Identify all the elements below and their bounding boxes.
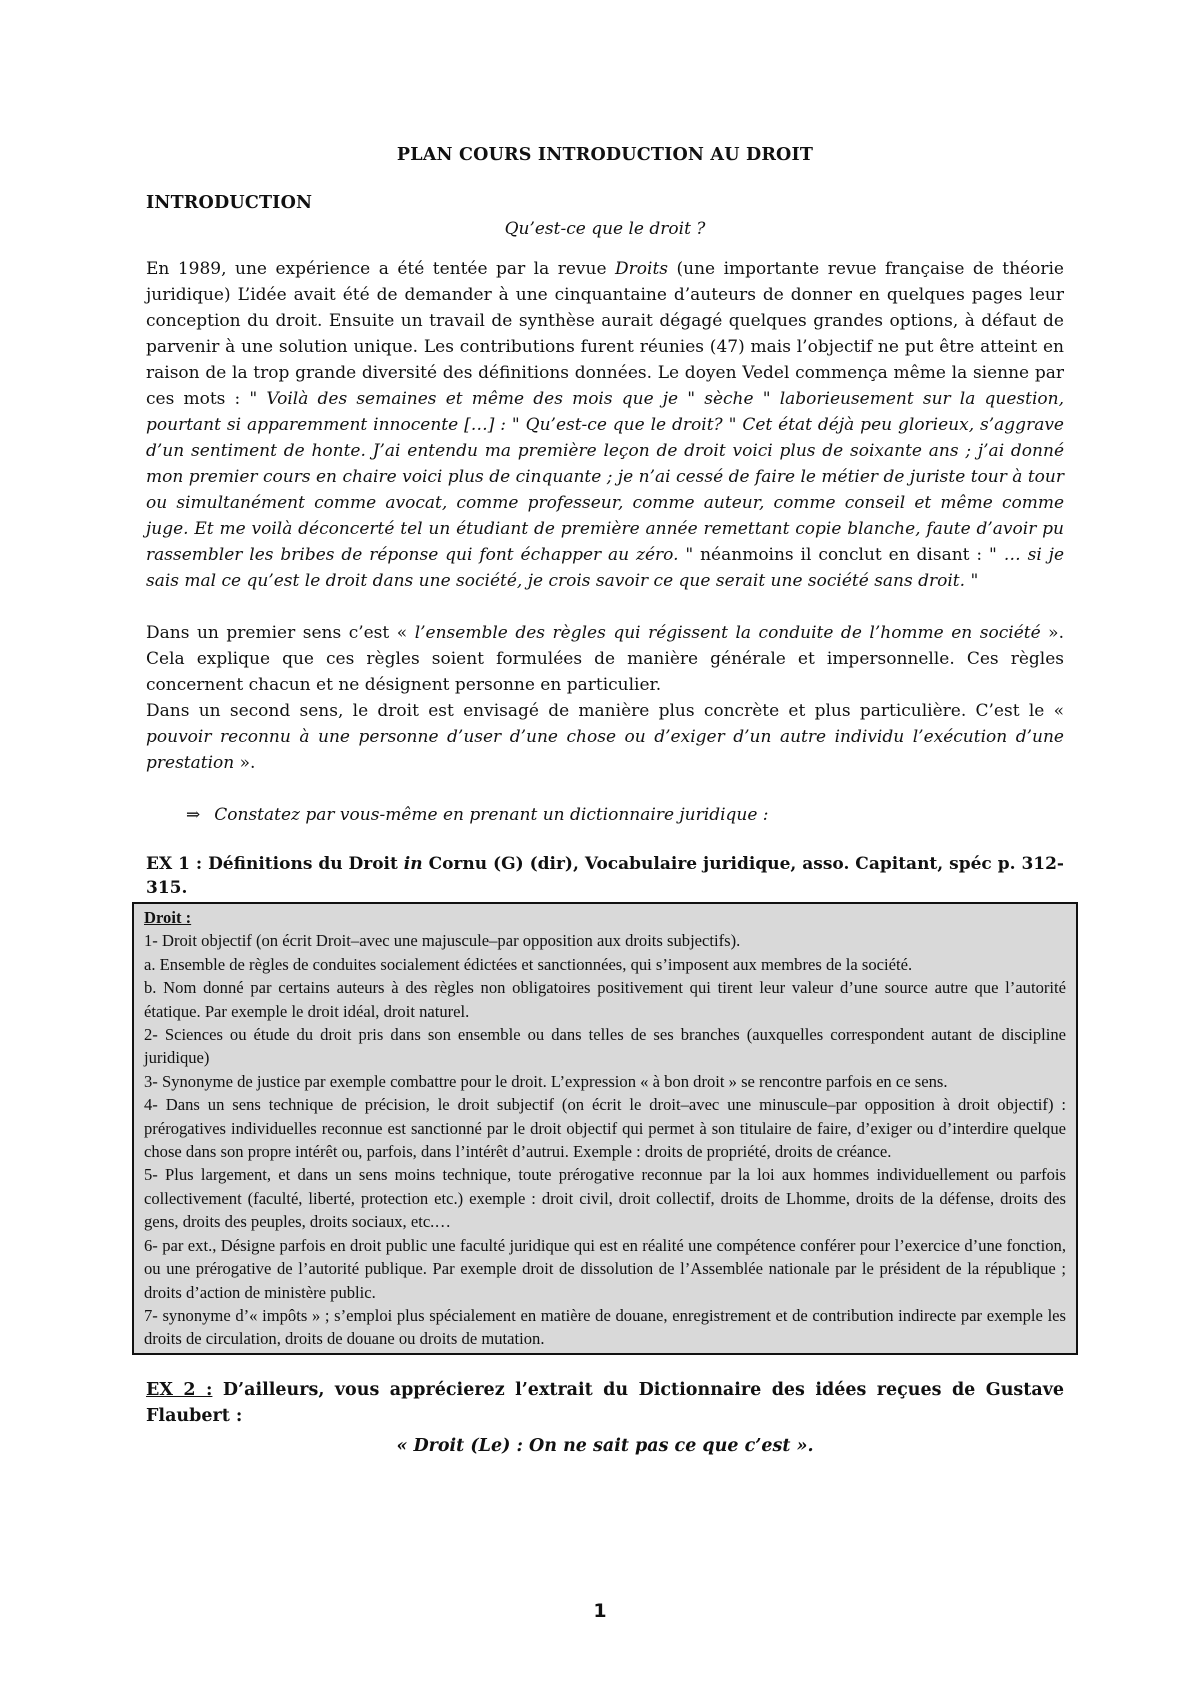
instruction-text: Constatez par vous-même en prenant un dictionnaire juridique : xyxy=(214,805,769,825)
flaubert-quote: « Droit (Le) : On ne sait pas ce que c’est ». xyxy=(396,1435,814,1456)
definition-line: 2- Sciences ou étude du droit pris dans son ensemble ou dans telles de ses branches (auxquelles correspondent autant de discipline juridique) xyxy=(144,1025,1066,1068)
page-number: 1 xyxy=(593,1600,607,1622)
double-arrow-icon: ⇒ xyxy=(186,805,201,825)
intro-paragraph xyxy=(146,256,1064,594)
intro-text-2: (une importante revue française de théorie juridique) L’idée avait été de demander à une cinquantaine d’auteurs de donner en quelques pages leur conception du droit. Ensuite un travail de synthèse aurait dégagé quelques grandes options, à défaut de parvenir à une solution unique. Les contributions furent réunies (47) mais l’objectif ne put être atteint en raison de la trop grande diversité des définitions données. Le doyen Vedel commença même la sienne par ces mots : " xyxy=(146,259,1064,409)
intro-text-1: En 1989, une expérience a été tentée par la revue xyxy=(146,259,616,279)
definition-line: 7- synonyme d’« impôts » ; s’emploi plus spécialement en matière de douane, enregistrement et de contribution indirecte par exemple les droits de circulation, droits de douane ou droits de mutation. xyxy=(144,1305,1066,1349)
section-heading: INTRODUCTION xyxy=(146,193,313,213)
first-sense-lead: Dans un premier sens c’est « xyxy=(146,623,415,643)
definition-box xyxy=(132,902,1078,1355)
intro-text-4: " xyxy=(965,571,979,591)
second-sense-paragraph xyxy=(146,698,1064,776)
first-sense-rest: ». Cela explique que ces règles soient formulées de manière générale et impersonnelle. Ces règles concernent chacun et ne désignent personne en particulier. xyxy=(146,623,1064,695)
vedel-quote-2: … si je sais mal ce qu’est le droit dans une société, je crois savoir ce que serait une société sans droit. xyxy=(146,545,1065,591)
definition-line: 3- Synonyme de justice par exemple combattre pour le droit. L’expression « à bon droit » se rencontre parfois en ce sens. xyxy=(144,1071,948,1091)
example-1-heading xyxy=(146,852,1064,900)
page-title: PLAN COURS INTRODUCTION AU DROIT xyxy=(396,145,814,165)
second-sense-lead: Dans un second sens, le droit est envisagé de manière plus concrète et plus particulière. C’est le « xyxy=(146,701,1064,721)
definition-box-title: Droit : xyxy=(144,908,192,927)
definition-line: 5- Plus largement, et dans un sens moins technique, toute prérogative reconnue par la loi aux hommes individuellement ou parfois collectivement (faculté, liberté, protection etc.) exemple : droit civil, droit collectif, droits de Lhomme, droits de la défense, droits des gens, droits des peuples, droits sociaux, etc.… xyxy=(144,1165,1066,1232)
example-1-label: EX 1 : Définitions du Droit xyxy=(146,854,404,874)
example-2-heading xyxy=(146,1377,1064,1429)
second-sense-definition: pouvoir reconnu à une personne d’user d’une chose ou d’exiger d’un autre individu l’exécution d’une prestation xyxy=(146,727,1064,773)
instruction-line xyxy=(186,802,1064,828)
journal-name: Droits xyxy=(615,259,669,279)
definition-line: a. Ensemble de règles de conduites socialement édictées et sanctionnées, qui s’imposent aux membres de la société. xyxy=(144,954,913,974)
first-sense-definition: l’ensemble des règles qui régissent la conduite de l’homme en société xyxy=(414,623,1041,643)
subtitle-question: Qu’est-ce que le droit ? xyxy=(504,219,706,239)
second-sense-rest: ». xyxy=(234,753,256,773)
definition-line: 6- par ext., Désigne parfois en droit public une faculté juridique qui est en réalité une compétence conférer pour l’exercice d’une fonction, ou une prérogative de l’autorité publique. Par exemple droit de dissolution de l’Assemblée nationale par le président de la république ; droits d’action de ministère public. xyxy=(144,1235,1066,1302)
definition-line: 1- Droit objectif (on écrit Droit–avec une majuscule–par opposition aux droits subjectifs). xyxy=(144,931,741,951)
intro-text-3: " néanmoins il conclut en disant : " xyxy=(678,545,1004,565)
spacer xyxy=(146,594,1064,620)
vedel-quote-1: Voilà des semaines et même des mois que je " sèche " laborieusement sur la question, pourtant si apparemment innocente […] : " Qu’est-ce que le droit? " Cet état déjà peu glorieux, s’aggrave d’un sentiment de honte. J’ai entendu ma première leçon de droit voici plus de soixante ans ; j’ai donné mon premier cours en chaire voici plus de cinquante ; je n’ai cessé de faire le métier de juriste tour à tour ou simultanément comme avocat, comme professeur, comme auteur, comme conseil et même comme juge. Et me voilà déconcerté tel un étudiant de première année remettant copie blanche, faute d’avoir pu rassembler les bribes de réponse qui font échapper au zéro. xyxy=(146,389,1064,565)
page-content xyxy=(146,140,1064,1459)
definition-line: b. Nom donné par certains auteurs à des règles non obligatoires positivement qui tirent leur valeur d’une source autre que l’autorité étatique. Par exemple le droit idéal, droit naturel. xyxy=(144,978,1066,1021)
first-sense-paragraph xyxy=(146,620,1064,698)
definition-line: 4- Dans un sens technique de précision, le droit subjectif (on écrit le droit–avec une minuscule–par opposition à droit objectif) : prérogatives individuelles reconnue est sanctionné par le droit objectif qui permet à son titulaire de faire, d’exiger ou d’interdire quelque chose dans son propre intérêt ou, parfois, dans l’intérêt d’autrui. Exemple : droits de propriété, droits de créance. xyxy=(144,1095,1066,1162)
example-2-text: D’ailleurs, vous apprécierez l’extrait du Dictionnaire des idées reçues de Gustave Flaubert : xyxy=(146,1379,1064,1426)
example-1-in: in xyxy=(403,854,423,874)
example-1-reference: Cornu (G) (dir), Vocabulaire juridique, asso. Capitant, spéc p. 312-315. xyxy=(146,854,1064,898)
example-2-label: EX 2 : xyxy=(146,1379,213,1400)
